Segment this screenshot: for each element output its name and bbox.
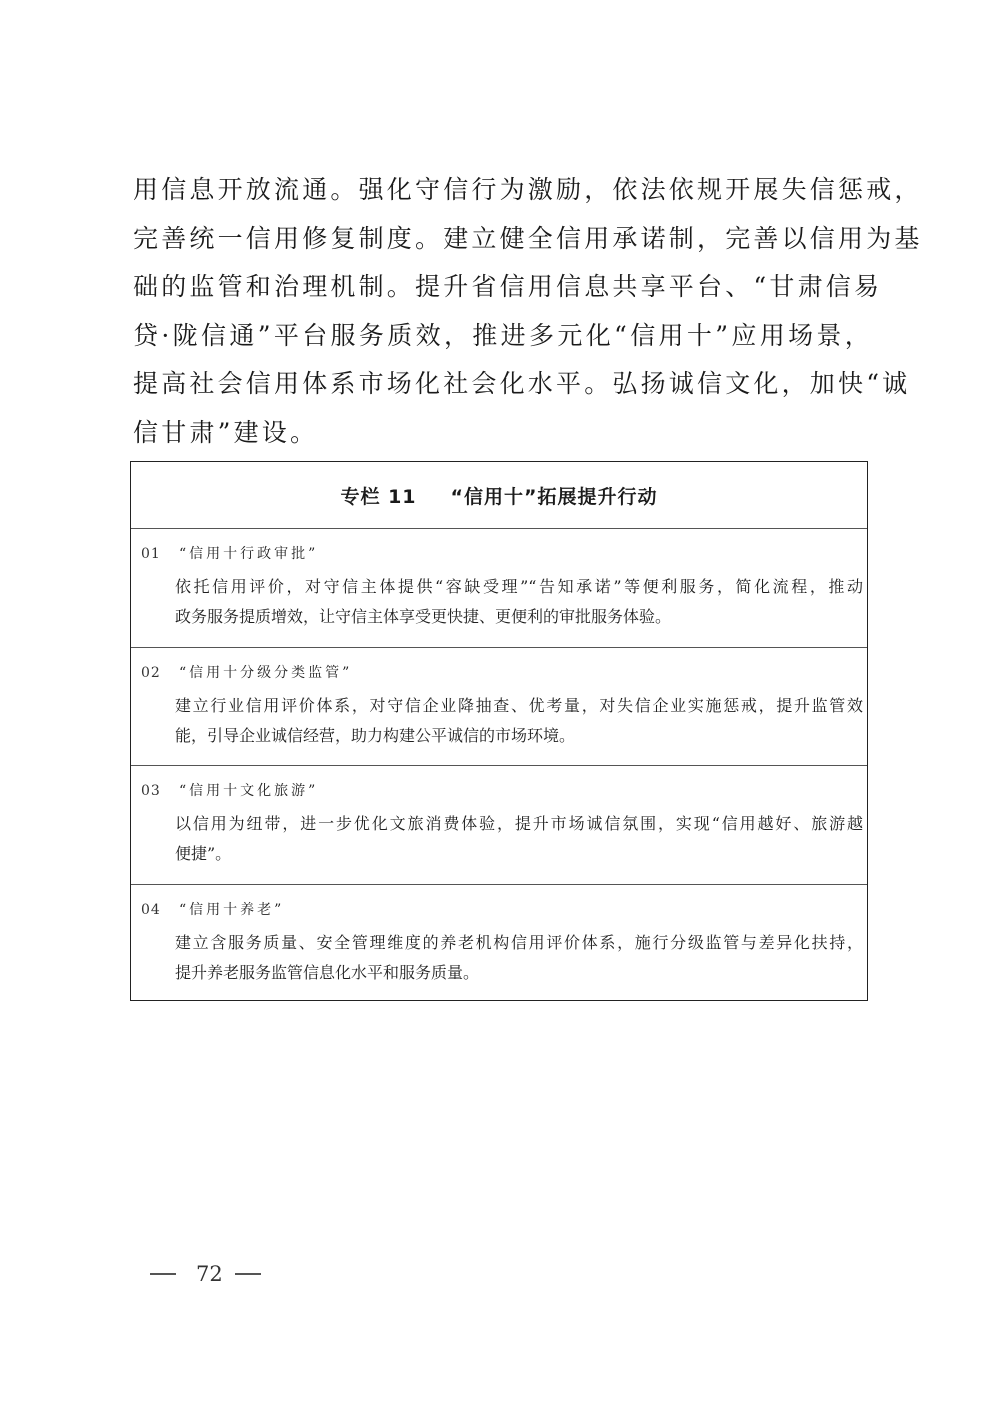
item-description — [175, 809, 863, 869]
panel-item — [131, 529, 867, 648]
item-number: 02 — [141, 664, 161, 681]
body-line: 贷·陇信通”平台服务质效，推进多元化“信用十”应用场景， — [133, 320, 873, 350]
panel-header — [131, 462, 867, 529]
dash-decoration — [150, 1273, 176, 1275]
item-description-line: 建立含服务质量、安全管理维度的养老机构信用评价体系，施行分级监管与差异化扶持， — [175, 932, 863, 952]
body-line: 提高社会信用体系市场化社会化水平。弘扬诚信文化，加快“诚 — [133, 369, 911, 398]
item-description-line: 便捷”。 — [175, 844, 232, 863]
item-description-line: 提升养老服务监管信息化水平和服务质量。 — [175, 962, 480, 982]
item-title: “信用十文化旅游” — [179, 783, 319, 799]
body-line: 完善统一信用修复制度。建立健全信用承诺制，完善以信用为基 — [133, 223, 923, 253]
item-description — [175, 928, 863, 988]
item-description — [175, 691, 863, 751]
item-description-line: 政务服务提质增效，让守信主体享受更快捷、更便利的审批服务体验。 — [175, 607, 672, 626]
panel-item — [131, 766, 867, 885]
item-description-line: 依托信用评价，对守信主体提供“容缺受理”“告知承诺”等便利服务，简化流程，推动 — [175, 577, 863, 596]
feature-panel — [130, 461, 868, 1001]
panel-column-number: 专栏 11 — [340, 485, 417, 508]
item-number: 04 — [141, 901, 161, 918]
item-title: “信用十行政审批” — [179, 546, 319, 562]
item-number: 01 — [141, 546, 161, 562]
item-description-line: 以信用为纽带，进一步优化文旅消费体验，提升市场诚信氛围，实现“信用越好、旅游越 — [175, 814, 863, 833]
item-description — [175, 572, 863, 632]
item-description-line: 建立行业信用评价体系，对守信企业降抽查、优考量，对失信企业实施惩戒，提升监管效 — [175, 695, 863, 715]
body-line: 信甘肃”建设。 — [133, 417, 319, 447]
body-line: 础的监管和治理机制。提升省信用信息共享平台、“甘肃信易 — [133, 272, 883, 301]
page-number: 72 — [196, 1262, 223, 1286]
item-number: 03 — [141, 783, 161, 799]
dash-decoration — [235, 1273, 261, 1275]
body-paragraph — [133, 166, 923, 457]
item-title: “信用十养老” — [179, 901, 285, 918]
body-line: 用信息开放流通。强化守信行为激励，依法依规开展失信惩戒， — [133, 175, 923, 204]
panel-item — [131, 885, 867, 1004]
page-footer — [150, 1262, 261, 1286]
item-title: “信用十分级分类监管” — [179, 664, 353, 681]
panel-item — [131, 648, 867, 767]
panel-title: “信用十”拓展提升行动 — [450, 485, 658, 508]
item-description-line: 能，引导企业诚信经营，助力构建公平诚信的市场环境。 — [175, 725, 576, 745]
